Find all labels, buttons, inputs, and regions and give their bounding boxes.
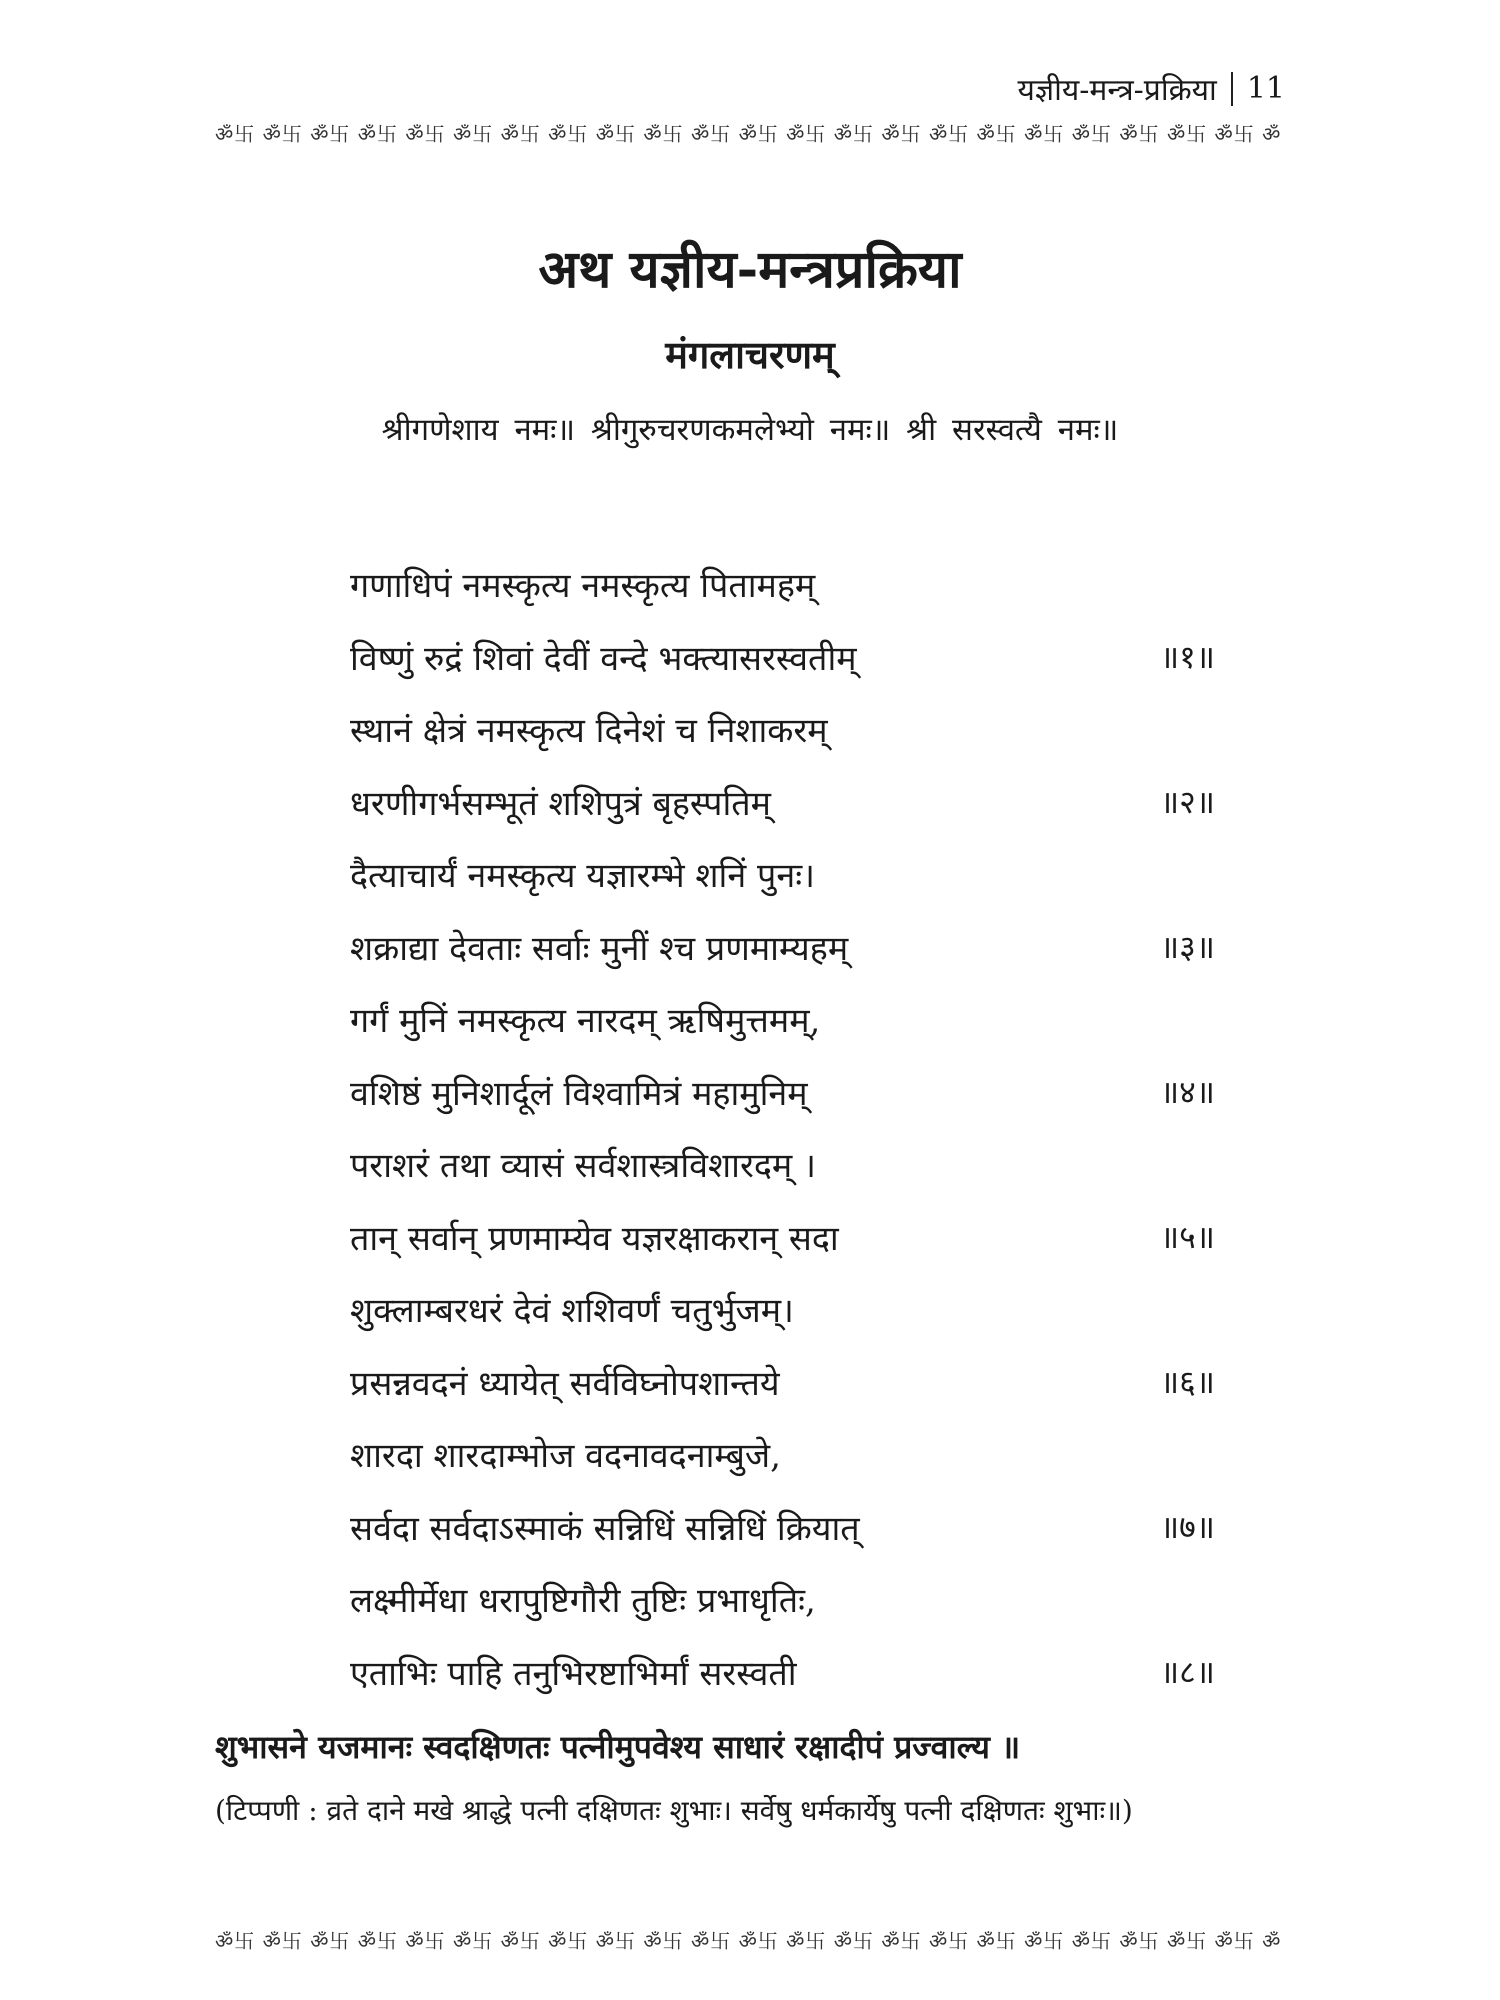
- ornament-border-bottom: ॐ卐 ॐ卐 ॐ卐 ॐ卐 ॐ卐 ॐ卐 ॐ卐 ॐ卐 ॐ卐 ॐ卐 ॐ卐 ॐ卐 ॐ卐 ॐ卐 ॐ卐 ॐ卐 ॐ卐 ॐ卐 ॐ卐 ॐ卐 ॐ卐 ॐ卐 ॐ: [215, 1929, 1282, 1953]
- verse-text: एताभिः पाहि तनुभिरष्टाभिर्मां सरस्वती: [350, 1653, 797, 1694]
- page-number: 11: [1246, 71, 1285, 106]
- verse-text: सर्वदा सर्वदाऽस्माकं सन्निधिं सन्निधिं क्रियात्: [350, 1508, 860, 1549]
- verse-text: विष्णुं रुद्रं शिवां देवीं वन्दे भक्त्यासरस्वतीम्: [350, 638, 857, 679]
- verse-line: [350, 1128, 1250, 1201]
- verse-text: शारदा शारदाम्भोज वदनावदनाम्बुजे,: [350, 1436, 781, 1477]
- verse-text: लक्ष्मीर्मेधा धरापुष्टिगौरी तुष्टिः प्रभाधृतिः,: [350, 1581, 816, 1622]
- verse-text: तान् सर्वान् प्रणमाम्येव यज्ञरक्षाकरान् सदा: [350, 1218, 839, 1259]
- verse-line: [350, 1491, 1250, 1564]
- verse-number: ॥७॥: [1160, 1508, 1215, 1547]
- running-header: [1017, 68, 1285, 109]
- ornament-border-top: ॐ卐 ॐ卐 ॐ卐 ॐ卐 ॐ卐 ॐ卐 ॐ卐 ॐ卐 ॐ卐 ॐ卐 ॐ卐 ॐ卐 ॐ卐 ॐ卐 ॐ卐 ॐ卐 ॐ卐 ॐ卐 ॐ卐 ॐ卐 ॐ卐 ॐ卐 ॐ: [215, 122, 1282, 146]
- verse-line: [350, 1201, 1250, 1274]
- verse-line: [350, 1273, 1250, 1346]
- verse-line: [350, 911, 1250, 984]
- verse-line: [350, 838, 1250, 911]
- verse-line: [350, 548, 1250, 621]
- verse-number: ॥५॥: [1160, 1218, 1215, 1257]
- verse-line: [350, 1056, 1250, 1129]
- verse-number: ॥१॥: [1160, 638, 1215, 677]
- verse-text: धरणीगर्भसम्भूतं शशिपुत्रं बृहस्पतिम्: [350, 783, 771, 824]
- verse-line: [350, 1346, 1250, 1419]
- verse-text: स्थानं क्षेत्रं नमस्कृत्य दिनेशं च निशाकरम्: [350, 711, 828, 752]
- section-subtitle: मंगलाचरणम्: [665, 332, 835, 377]
- footnote: (टिप्पणी : व्रते दाने मखे श्राद्धे पत्नी दक्षिणतः शुभाः। सर्वेषु धर्मकार्येषु पत्नी दक्षिणतः शुभाः॥): [215, 1794, 1133, 1827]
- verse-text: प्रसन्नवदनं ध्यायेत् सर्वविघ्नोपशान्तये: [350, 1363, 780, 1404]
- verse-number: ॥४॥: [1160, 1073, 1215, 1112]
- verse-text: दैत्याचार्यं नमस्कृत्य यज्ञारम्भे शनिं पुनः।: [350, 856, 815, 897]
- verse-text: शुक्लाम्बरधरं देवं शशिवर्णं चतुर्भुजम्।: [350, 1291, 794, 1332]
- running-title: यज्ञीय-मन्त्र-प्रक्रिया: [1017, 73, 1217, 108]
- verse-number: ॥८॥: [1160, 1653, 1215, 1692]
- verse-line: [350, 1636, 1250, 1709]
- verse-text: गर्गं मुनिं नमस्कृत्य नारदम् ऋषिमुत्तमम्,: [350, 1001, 821, 1042]
- verse-number: ॥६॥: [1160, 1363, 1215, 1402]
- header-divider: [1231, 72, 1233, 106]
- verse-number: ॥३॥: [1160, 928, 1215, 967]
- verse-line: [350, 983, 1250, 1056]
- verse-line: [350, 766, 1250, 839]
- verse-text: गणाधिपं नमस्कृत्य नमस्कृत्य पितामहम्: [350, 566, 816, 607]
- page-title: अथ यज्ञीय-मन्त्रप्रक्रिया: [538, 239, 962, 300]
- verse-line: [350, 1563, 1250, 1636]
- verse-line: [350, 1418, 1250, 1491]
- verse-text: वशिष्ठं मुनिशार्दूलं विश्वामित्रं महामुनिम्: [350, 1073, 808, 1114]
- verse-number: ॥२॥: [1160, 783, 1215, 822]
- verse-line: [350, 621, 1250, 694]
- verse-block: [350, 548, 1250, 1708]
- verse-text: पराशरं तथा व्यासं सर्वशास्त्रविशारदम् ।: [350, 1146, 816, 1187]
- instruction-line: शुभासने यजमानः स्वदक्षिणतः पत्नीमुपवेश्य साधारं रक्षादीपं प्रज्वाल्य ॥: [215, 1728, 1021, 1766]
- invocation-line: श्रीगणेशाय नमः॥ श्रीगुरुचरणकमलेभ्यो नमः॥ श्री सरस्वत्यै नमः॥: [381, 412, 1119, 448]
- verse-text: शक्राद्या देवताः सर्वाः मुनीं श्च प्रणमाम्यहम्: [350, 928, 849, 969]
- verse-line: [350, 693, 1250, 766]
